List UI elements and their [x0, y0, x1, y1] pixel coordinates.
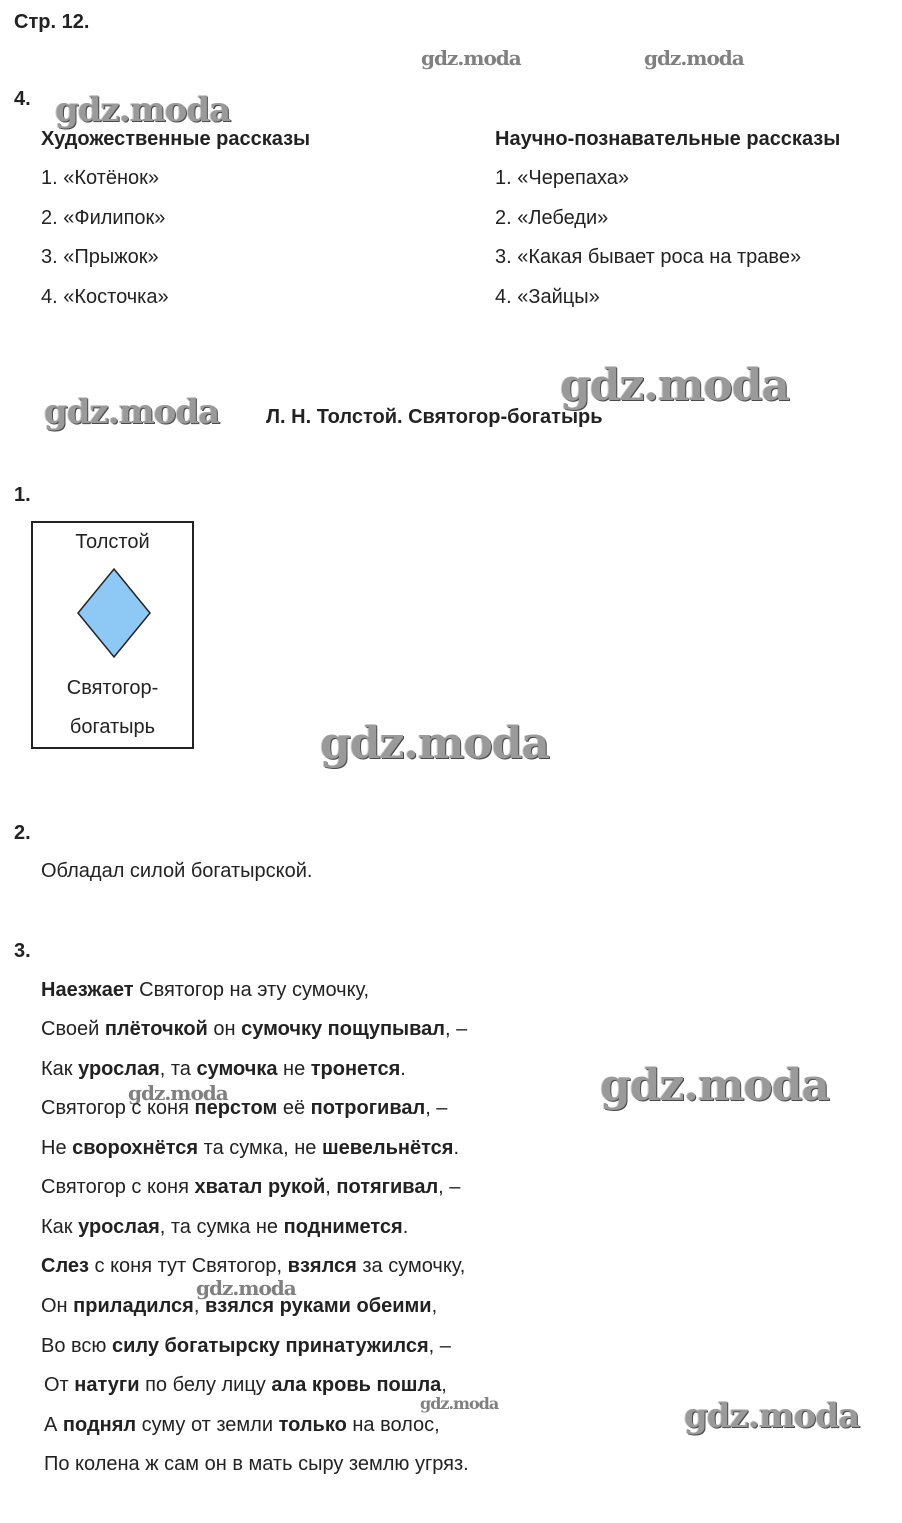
- poem-keyword: тронется: [310, 1058, 401, 1080]
- task3-number: 3.: [14, 940, 31, 962]
- poem-text: Во всю: [41, 1335, 112, 1357]
- poem-keyword: хватал рукой: [194, 1176, 326, 1198]
- poem-text: её: [277, 1097, 311, 1119]
- poem-keyword: шевельнётся: [321, 1137, 454, 1159]
- section-title: Л. Н. Толстой. Святогор-богатырь: [266, 406, 603, 428]
- watermark: gdz.moda: [560, 360, 790, 411]
- poem-keyword: взялся: [287, 1255, 357, 1277]
- poem-text: по белу лицу: [139, 1374, 272, 1396]
- poem-keyword: плёточкой: [104, 1018, 208, 1040]
- poem-keyword: только: [278, 1414, 347, 1436]
- poem-text: По колена ж сам он в мать сыру землю угряз.: [44, 1453, 469, 1475]
- title-label-line2: богатырь: [69, 716, 156, 738]
- poem-line: [41, 1335, 451, 1358]
- task1-number: 1.: [14, 484, 31, 506]
- watermark: gdz.moda: [128, 1081, 228, 1105]
- poem-line: [41, 1216, 408, 1239]
- list-item: 2. «Филипок»: [41, 207, 166, 229]
- poem-line: [44, 1414, 440, 1437]
- poem-text: за сумочку,: [356, 1255, 466, 1277]
- poem-text: , –: [438, 1176, 461, 1198]
- watermark: gdz.moda: [421, 46, 521, 70]
- poem-keyword: урослая: [78, 1058, 160, 1080]
- poem-text: Святогор с коня: [41, 1097, 195, 1119]
- watermark: gdz.moda: [600, 1060, 830, 1111]
- poem-line: [41, 979, 369, 1002]
- poem-line: [44, 1453, 469, 1476]
- list-item: 2. «Лебеди»: [495, 207, 609, 229]
- poem-text: та сумка, не: [198, 1137, 322, 1159]
- task2-number: 2.: [14, 822, 31, 844]
- poem-line: [41, 1176, 460, 1199]
- poem-text: От: [44, 1374, 75, 1396]
- poem-keyword: урослая: [78, 1216, 160, 1238]
- poem-text: Святогор с коня: [41, 1176, 195, 1198]
- poem-text: он: [207, 1018, 242, 1040]
- poem-text: , –: [445, 1018, 468, 1040]
- poem-text: ,: [431, 1295, 438, 1317]
- poem-text: .: [453, 1137, 459, 1159]
- task4-left-heading: Художественные рассказы: [41, 128, 311, 150]
- poem-line: [41, 1255, 465, 1278]
- poem-line: [41, 1058, 406, 1081]
- poem-text: , –: [428, 1335, 451, 1357]
- watermark: gdz.moda: [44, 392, 220, 432]
- poem-text: Он: [41, 1295, 74, 1317]
- poem-line: [41, 1097, 447, 1120]
- list-item: 3. «Какая бывает роса на траве»: [495, 246, 802, 268]
- poem-line: [41, 1137, 459, 1160]
- diamond-icon: [75, 567, 153, 659]
- poem-keyword: приладился: [73, 1295, 194, 1317]
- poem-text: .: [400, 1058, 406, 1080]
- poem-line: [41, 1295, 437, 1318]
- poem-text: Как: [41, 1216, 79, 1238]
- task4-right-heading: Научно-познавательные рассказы: [495, 128, 841, 150]
- watermark: gdz.moda: [320, 718, 550, 769]
- poem-text: на волос,: [346, 1414, 440, 1436]
- poem-text: .: [402, 1216, 409, 1238]
- poem-text: ,: [193, 1295, 205, 1317]
- poem-text: не: [277, 1058, 311, 1080]
- poem-keyword: Слез: [41, 1255, 89, 1277]
- poem-text: Святогор на эту сумочку,: [133, 979, 370, 1001]
- book-cover-model: [31, 521, 194, 749]
- poem-line: [41, 1018, 467, 1041]
- author-label: Толстой: [75, 531, 150, 553]
- poem-keyword: сумочку пощупывал: [241, 1018, 445, 1040]
- watermark: gdz.moda: [684, 1396, 860, 1436]
- poem-text: суму от земли: [136, 1414, 279, 1436]
- list-item: 4. «Зайцы»: [495, 286, 600, 308]
- poem-text: ,: [325, 1176, 337, 1198]
- poem-keyword: Наезжает: [41, 979, 134, 1001]
- poem-text: , та: [159, 1058, 197, 1080]
- poem-keyword: ала кровь пошла: [271, 1374, 442, 1396]
- task4-number: 4.: [14, 88, 31, 110]
- watermark: gdz.moda: [55, 90, 231, 130]
- poem-keyword: перстом: [194, 1097, 278, 1119]
- watermark: gdz.moda: [644, 46, 744, 70]
- poem-text: А: [44, 1414, 63, 1436]
- list-item: 4. «Косточка»: [41, 286, 169, 308]
- poem-keyword: взялся руками обеими: [204, 1295, 432, 1317]
- watermark: gdz.moda: [420, 1394, 499, 1413]
- poem-text: , –: [425, 1097, 448, 1119]
- poem-text: , та сумка не: [159, 1216, 284, 1238]
- page-header: Стр. 12.: [14, 11, 90, 33]
- poem-keyword: потрогивал: [310, 1097, 426, 1119]
- title-label-line1: Святогор-: [66, 677, 159, 699]
- list-item: 3. «Прыжок»: [41, 246, 159, 268]
- poem-text: Не: [41, 1137, 73, 1159]
- poem-keyword: потягивал: [336, 1176, 439, 1198]
- poem-keyword: поднимется: [283, 1216, 403, 1238]
- poem-text: Своей: [41, 1018, 105, 1040]
- poem-line: [44, 1374, 447, 1397]
- poem-text: с коня тут Святогор,: [88, 1255, 288, 1277]
- poem-keyword: сумочка: [196, 1058, 278, 1080]
- poem-text: Как: [41, 1058, 79, 1080]
- poem-keyword: поднял: [62, 1414, 137, 1436]
- poem-keyword: сворохнётся: [72, 1137, 199, 1159]
- list-item: 1. «Черепаха»: [495, 167, 630, 189]
- poem-keyword: силу богатырску принатужился: [111, 1335, 429, 1357]
- task2-answer: Обладал силой богатырской.: [41, 860, 313, 882]
- poem-keyword: натуги: [74, 1374, 140, 1396]
- watermark: gdz.moda: [196, 1276, 296, 1300]
- poem-text: ,: [441, 1374, 447, 1396]
- list-item: 1. «Котёнок»: [41, 167, 160, 189]
